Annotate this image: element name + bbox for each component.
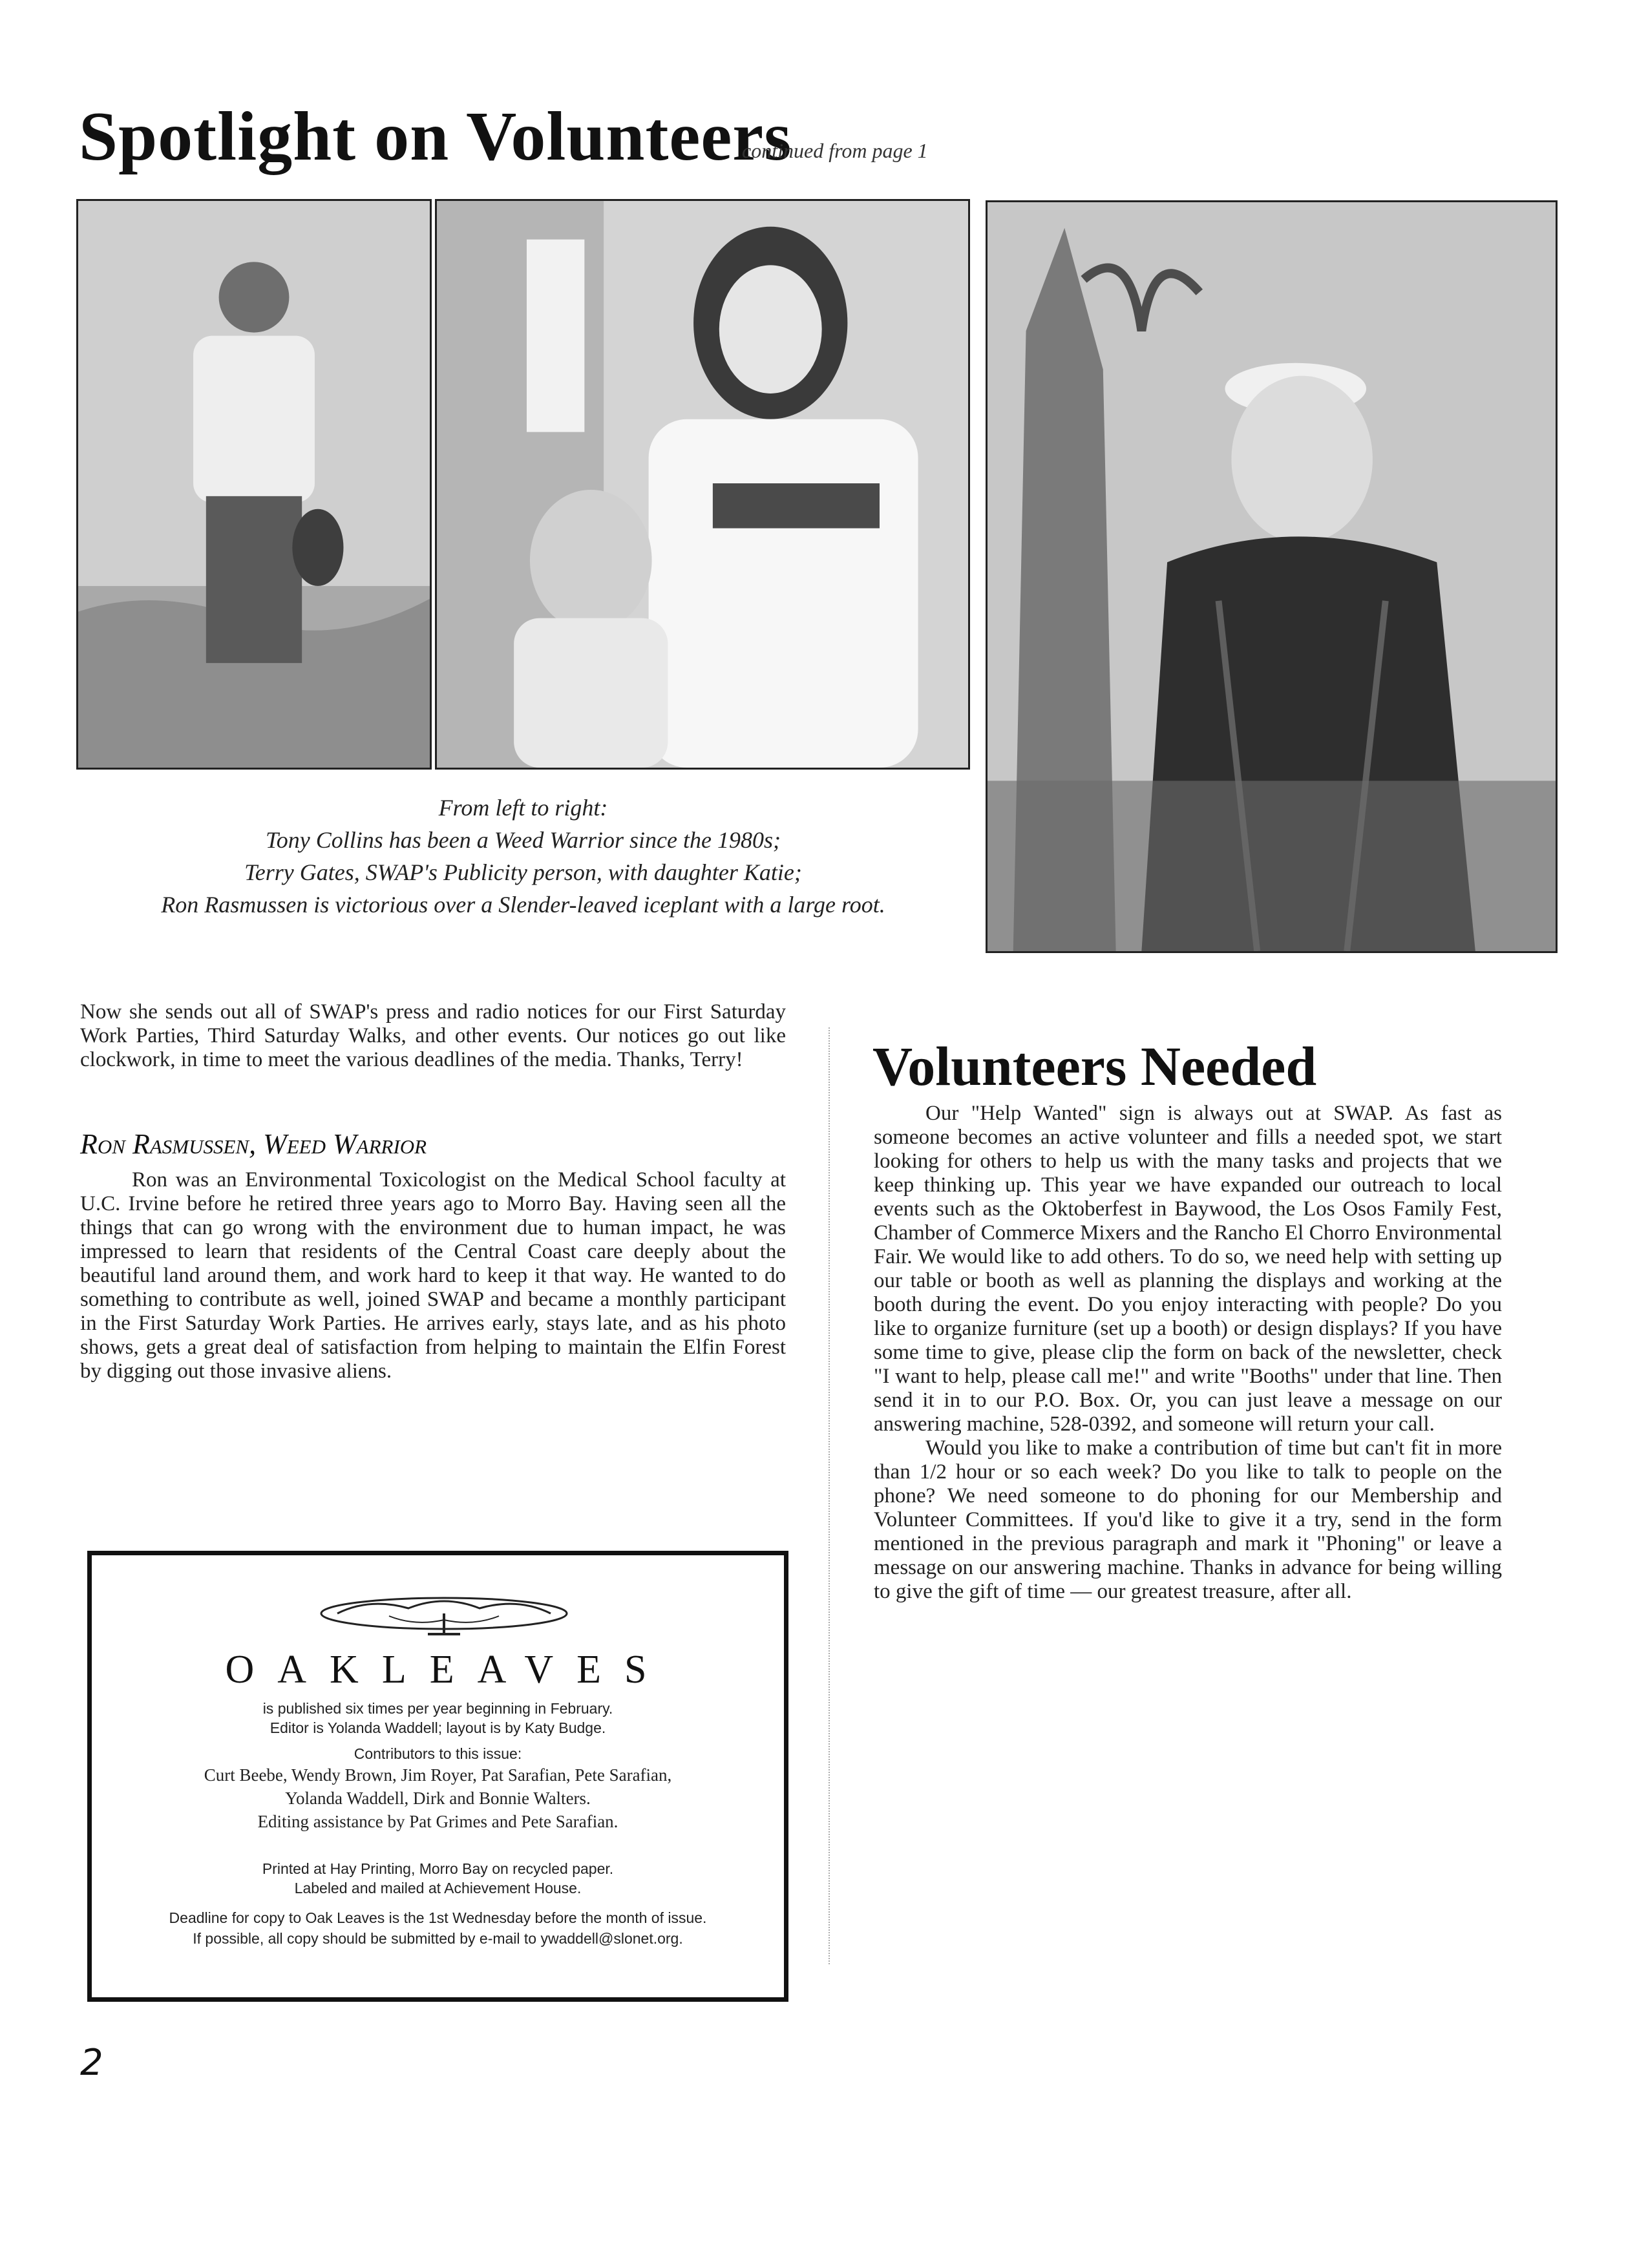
newsletter-name: OAKLEAVES [225, 1648, 670, 1692]
masthead-line: Editing assistance by Pat Grimes and Pete Sarafian. [257, 1812, 618, 1831]
masthead-line: Labeled and mailed at Achievement House. [294, 1880, 582, 1896]
ron-section-heading: Ron Rasmussen, Weed Warrior [80, 1128, 427, 1160]
masthead-line: If possible, all copy should be submitted by e-mail to ywaddell@slonet.org. [193, 1930, 683, 1947]
photo-tony-collins [76, 199, 432, 770]
masthead-line: Printed at Hay Printing, Morro Bay on recycled paper. [262, 1860, 614, 1877]
volunteers-paragraph-1: Our "Help Wanted" sign is always out at SWAP. As fast as someone becomes an active volunteer and fills a needed spot, we start looking for others to help us with the many tasks and projects that we keep thinking up. This year we have expanded our outreach to local events such as the Oktoberfest in Baywood, the Los Osos Family Fest, Chamber of Commerce Mixers and the Rancho El Chorro Environmental Fair. We would like to add others. To do so, we need help with setting up our table or booth as well as planning the displays and working at the booth during the event. Do you enjoy interacting with people? Do you like to organize furniture (set up a booth) or design displays? If you have some time to give, please clip the form on back of the newsletter, check "I want to help, please call me!" and write "Booths" under that line. Then send it in to our P.O. Box. Or, you can just leave a message on our answering machine, 528-0392, and someone will return your call. [874, 1102, 1502, 1436]
photo-terry-gates [435, 199, 970, 770]
masthead-line: Deadline for copy to Oak Leaves is the 1st Wednesday before the month of issue. [169, 1909, 707, 1926]
column-divider [829, 1027, 830, 1964]
masthead-line: Curt Beebe, Wendy Brown, Jim Royer, Pat Sarafian, Pete Sarafian, [204, 1765, 672, 1785]
oakleaves-masthead [87, 1551, 788, 2002]
terry-article-continuation: Now she sends out all of SWAP's press and radio notices for our First Saturday Work Parties, Third Saturday Walks, and other events. Our notices go out like clockwork, in time to meet the various deadlines of the media. Thanks, Terry! [80, 1000, 786, 1071]
masthead-line: is published six times per year beginning in February. [262, 1700, 613, 1717]
masthead-line: Contributors to this issue: [354, 1745, 522, 1762]
masthead-line: Yolanda Waddell, Dirk and Bonnie Walters. [285, 1789, 591, 1808]
masthead-line: Editor is Yolanda Waddell; layout is by Katy Budge. [269, 1719, 606, 1736]
caption-line: Terry Gates, SWAP's Publicity person, with daughter Katie; [244, 859, 802, 885]
page-title: Spotlight on Volunteers [79, 98, 792, 175]
volunteers-paragraph-2: Would you like to make a contribution of time but can't fit in more than 1/2 hour or so each week? Do you like to talk to people on the phone? We need someone to do phoning for our Membership and Volunteer Committees. If you'd like to give it a try, send in the form mentioned in the previous paragraph and mark it "Phoning" or leave a message on our answering machine. Thanks in advance for being willing to give the gift of time — our greatest treasure, after all. [874, 1436, 1502, 1603]
ron-section-body: Ron was an Environmental Toxicologist on the Medical School faculty at U.C. Irvine before he retired three years ago to Morro Bay. Having seen all the things that can go wrong with the environment due to human impact, he was impressed to learn that residents of the Central Coast care deeply about the beautiful land around them, and work hard to keep it that way. He wanted to do something to contribute as well, joined SWAP and became a monthly participant in the First Saturday Work Parties. He arrives early, stays late, and as his photo shows, gets a great deal of satisfaction from helping to maintain the Elfin Forest by digging out those invasive aliens. [80, 1168, 786, 1383]
volunteers-needed-body [874, 1102, 1502, 1604]
oak-tree-logo-icon [312, 1594, 576, 1639]
photo-ron-rasmussen [986, 200, 1558, 953]
caption-line: Ron Rasmussen is victorious over a Slender-leaved iceplant with a large root. [161, 892, 885, 918]
photo-caption [76, 792, 970, 921]
continued-note: continued from page 1 [742, 139, 928, 162]
volunteers-needed-heading: Volunteers Needed [872, 1035, 1317, 1097]
caption-line: Tony Collins has been a Weed Warrior since the 1980s; [266, 827, 781, 853]
caption-line: From left to right: [438, 795, 608, 821]
page-number: 2 [80, 2042, 103, 2084]
